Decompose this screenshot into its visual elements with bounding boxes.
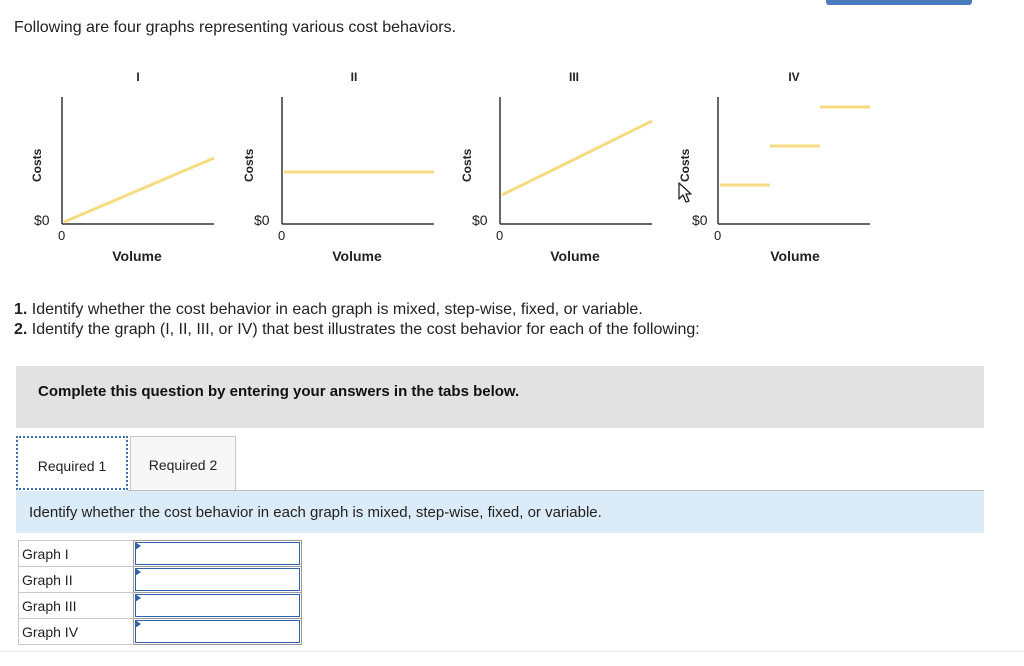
question-2-text: Identify the graph (I, II, III, or IV) that best illustrates the cost behavior for each of the following: — [27, 321, 700, 338]
instruction-banner — [16, 366, 984, 428]
question-1-number: 1. — [14, 301, 28, 318]
graph-i-answer-select[interactable] — [134, 541, 302, 567]
intro-text: Following are four graphs representing various cost behaviors. — [14, 19, 457, 36]
origin-y-label: $0 — [254, 212, 270, 228]
y-axis-label: Costs — [678, 148, 692, 182]
x-axis-label: Volume — [332, 248, 382, 264]
table-row — [19, 567, 302, 593]
origin-x-label: 0 — [278, 228, 286, 243]
table-row — [19, 619, 302, 645]
graph-iv — [678, 62, 878, 272]
graph-iii-plot — [460, 62, 660, 272]
x-axis-label: Volume — [112, 248, 162, 264]
origin-x-label: 0 — [714, 228, 722, 243]
question-1-text: Identify whether the cost behavior in each graph is mixed, step-wise, fixed, or variable. — [27, 301, 643, 318]
row-label: Graph I — [19, 541, 134, 567]
tab-instruction-bar — [16, 491, 984, 533]
x-axis-label: Volume — [550, 248, 600, 264]
question-2 — [14, 320, 700, 340]
table-row — [19, 541, 302, 567]
dropdown-indicator-icon — [135, 568, 141, 576]
tab-required-1[interactable]: Required 1 — [16, 436, 128, 490]
graph-numeral: II — [350, 70, 358, 84]
graph-ii — [242, 62, 442, 272]
y-axis-label: Costs — [460, 148, 474, 182]
variable-cost-line — [64, 158, 214, 222]
origin-y-label: $0 — [692, 212, 708, 228]
top-nav-strip — [826, 0, 972, 5]
banner-text: Complete this question by entering your answers in the tabs below. — [38, 383, 520, 400]
graph-iii — [460, 62, 660, 272]
mouse-cursor-icon — [676, 181, 694, 205]
origin-y-label: $0 — [34, 212, 50, 228]
mixed-cost-line — [502, 121, 652, 195]
y-axis-label: Costs — [30, 148, 44, 182]
graph-iv-plot — [678, 62, 878, 272]
graph-i-plot — [22, 62, 222, 272]
origin-x-label: 0 — [496, 228, 504, 243]
table-row — [19, 593, 302, 619]
row-label: Graph IV — [19, 619, 134, 645]
graph-iii-answer-select[interactable] — [134, 593, 302, 619]
answer-table — [18, 540, 302, 645]
origin-y-label: $0 — [472, 212, 488, 228]
graph-numeral: I — [136, 70, 140, 84]
footer-divider — [0, 651, 1024, 652]
question-1 — [14, 300, 700, 320]
dropdown-indicator-icon — [135, 542, 141, 550]
tab-required-2[interactable]: Required 2 — [130, 436, 236, 490]
graph-i — [22, 62, 222, 272]
origin-x-label: 0 — [58, 228, 66, 243]
row-label: Graph III — [19, 593, 134, 619]
graph-ii-plot — [242, 62, 442, 272]
row-label: Graph II — [19, 567, 134, 593]
y-axis-label: Costs — [242, 148, 256, 182]
graph-numeral: III — [568, 70, 580, 84]
dropdown-indicator-icon — [135, 620, 141, 628]
dropdown-indicator-icon — [135, 594, 141, 602]
question-2-number: 2. — [14, 321, 28, 338]
graph-numeral: IV — [788, 70, 800, 84]
tab-instruction-text: Identify whether the cost behavior in each graph is mixed, step-wise, fixed, or variable. — [29, 504, 602, 521]
question-list — [14, 300, 700, 340]
graph-ii-answer-select[interactable] — [134, 567, 302, 593]
x-axis-label: Volume — [770, 248, 820, 264]
graph-iv-answer-select[interactable] — [134, 619, 302, 645]
